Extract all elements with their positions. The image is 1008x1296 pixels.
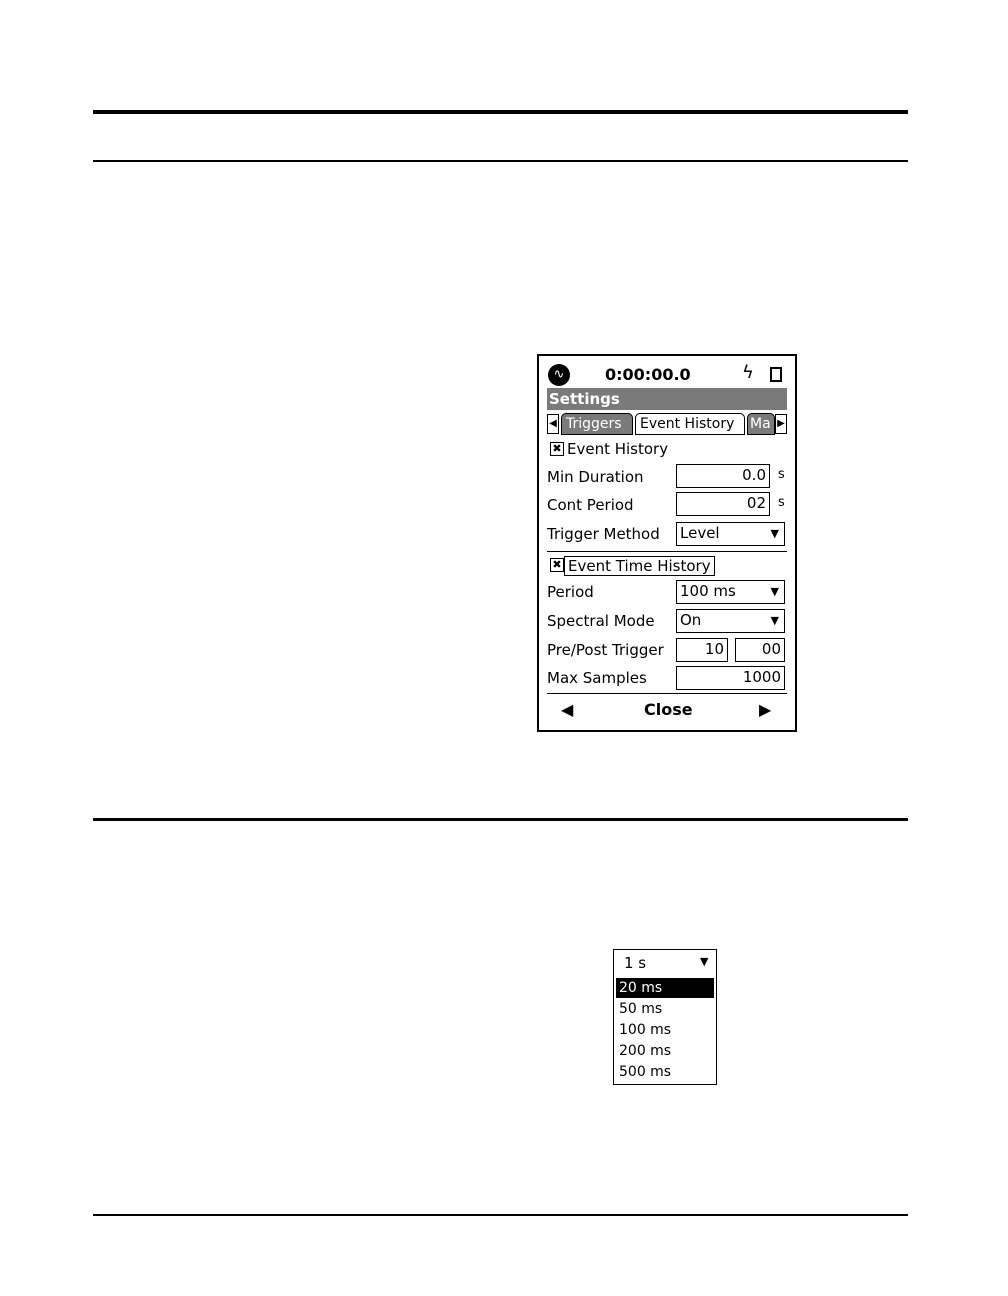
tab-scroll-right-button[interactable]: ▶ (775, 414, 787, 434)
cont-period-input[interactable]: 02 (676, 492, 770, 516)
dropdown-selected-value[interactable]: 1 s (624, 954, 647, 972)
close-button[interactable]: Close (644, 700, 693, 719)
period-dropdown-list (613, 949, 717, 1085)
trigger-method-value: Level (680, 524, 720, 542)
min-duration-label: Min Duration (547, 468, 644, 486)
settings-screen (537, 354, 797, 732)
post-trigger-input[interactable]: 00 (735, 638, 785, 662)
previous-arrow-button[interactable]: ◀ (561, 700, 574, 719)
spectral-mode-value: On (680, 611, 702, 629)
tab-scroll-left-button[interactable]: ◀ (547, 414, 559, 434)
top-rule-thin (93, 160, 908, 162)
period-select[interactable] (676, 580, 785, 604)
lightning-icon: ϟ (742, 362, 754, 383)
spectral-mode-select[interactable] (676, 609, 785, 633)
chevron-down-icon: ▼ (770, 614, 779, 627)
battery-icon (770, 367, 782, 382)
elapsed-time: 0:00:00.0 (605, 365, 691, 384)
footer-rule (93, 1214, 908, 1216)
tab-more[interactable]: Ma (747, 413, 775, 435)
max-samples-input[interactable]: 1000 (676, 666, 785, 690)
dropdown-option[interactable]: 20 ms (616, 978, 714, 998)
settings-title: Settings (547, 388, 787, 410)
period-value: 100 ms (680, 582, 736, 600)
next-arrow-button[interactable]: ▶ (759, 700, 772, 719)
chevron-down-icon: ▼ (770, 585, 779, 598)
divider (547, 693, 787, 694)
chevron-down-icon[interactable]: ▼ (700, 955, 709, 968)
event-history-checkbox[interactable]: ✖ (550, 442, 564, 456)
top-rule-thick (93, 110, 908, 114)
event-history-label: Event History (567, 440, 669, 458)
section-rule (93, 818, 908, 821)
cont-period-unit: s (778, 495, 785, 510)
event-time-history-label: Event Time History (564, 556, 715, 576)
tab-bar (547, 413, 787, 435)
spectral-mode-label: Spectral Mode (547, 612, 655, 630)
tab-triggers[interactable]: Triggers (561, 413, 633, 435)
event-time-history-checkbox[interactable]: ✖ (550, 558, 564, 572)
trigger-method-select[interactable] (676, 522, 785, 546)
min-duration-input[interactable]: 0.0 (676, 464, 770, 488)
max-samples-label: Max Samples (547, 669, 647, 687)
pre-post-trigger-label: Pre/Post Trigger (547, 641, 664, 659)
analyzer-logo-icon: ∿ (548, 364, 570, 386)
cont-period-label: Cont Period (547, 496, 634, 514)
dropdown-option[interactable]: 200 ms (619, 1043, 672, 1059)
min-duration-unit: s (778, 467, 785, 482)
trigger-method-label: Trigger Method (547, 525, 660, 543)
dropdown-option[interactable]: 500 ms (619, 1064, 672, 1080)
period-label: Period (547, 583, 594, 601)
divider (547, 551, 787, 552)
dropdown-option[interactable]: 100 ms (619, 1022, 672, 1038)
pre-trigger-input[interactable]: 10 (676, 638, 728, 662)
chevron-down-icon: ▼ (770, 527, 779, 540)
tab-event-history[interactable]: Event History (635, 413, 745, 435)
dropdown-option[interactable]: 50 ms (619, 1001, 663, 1017)
